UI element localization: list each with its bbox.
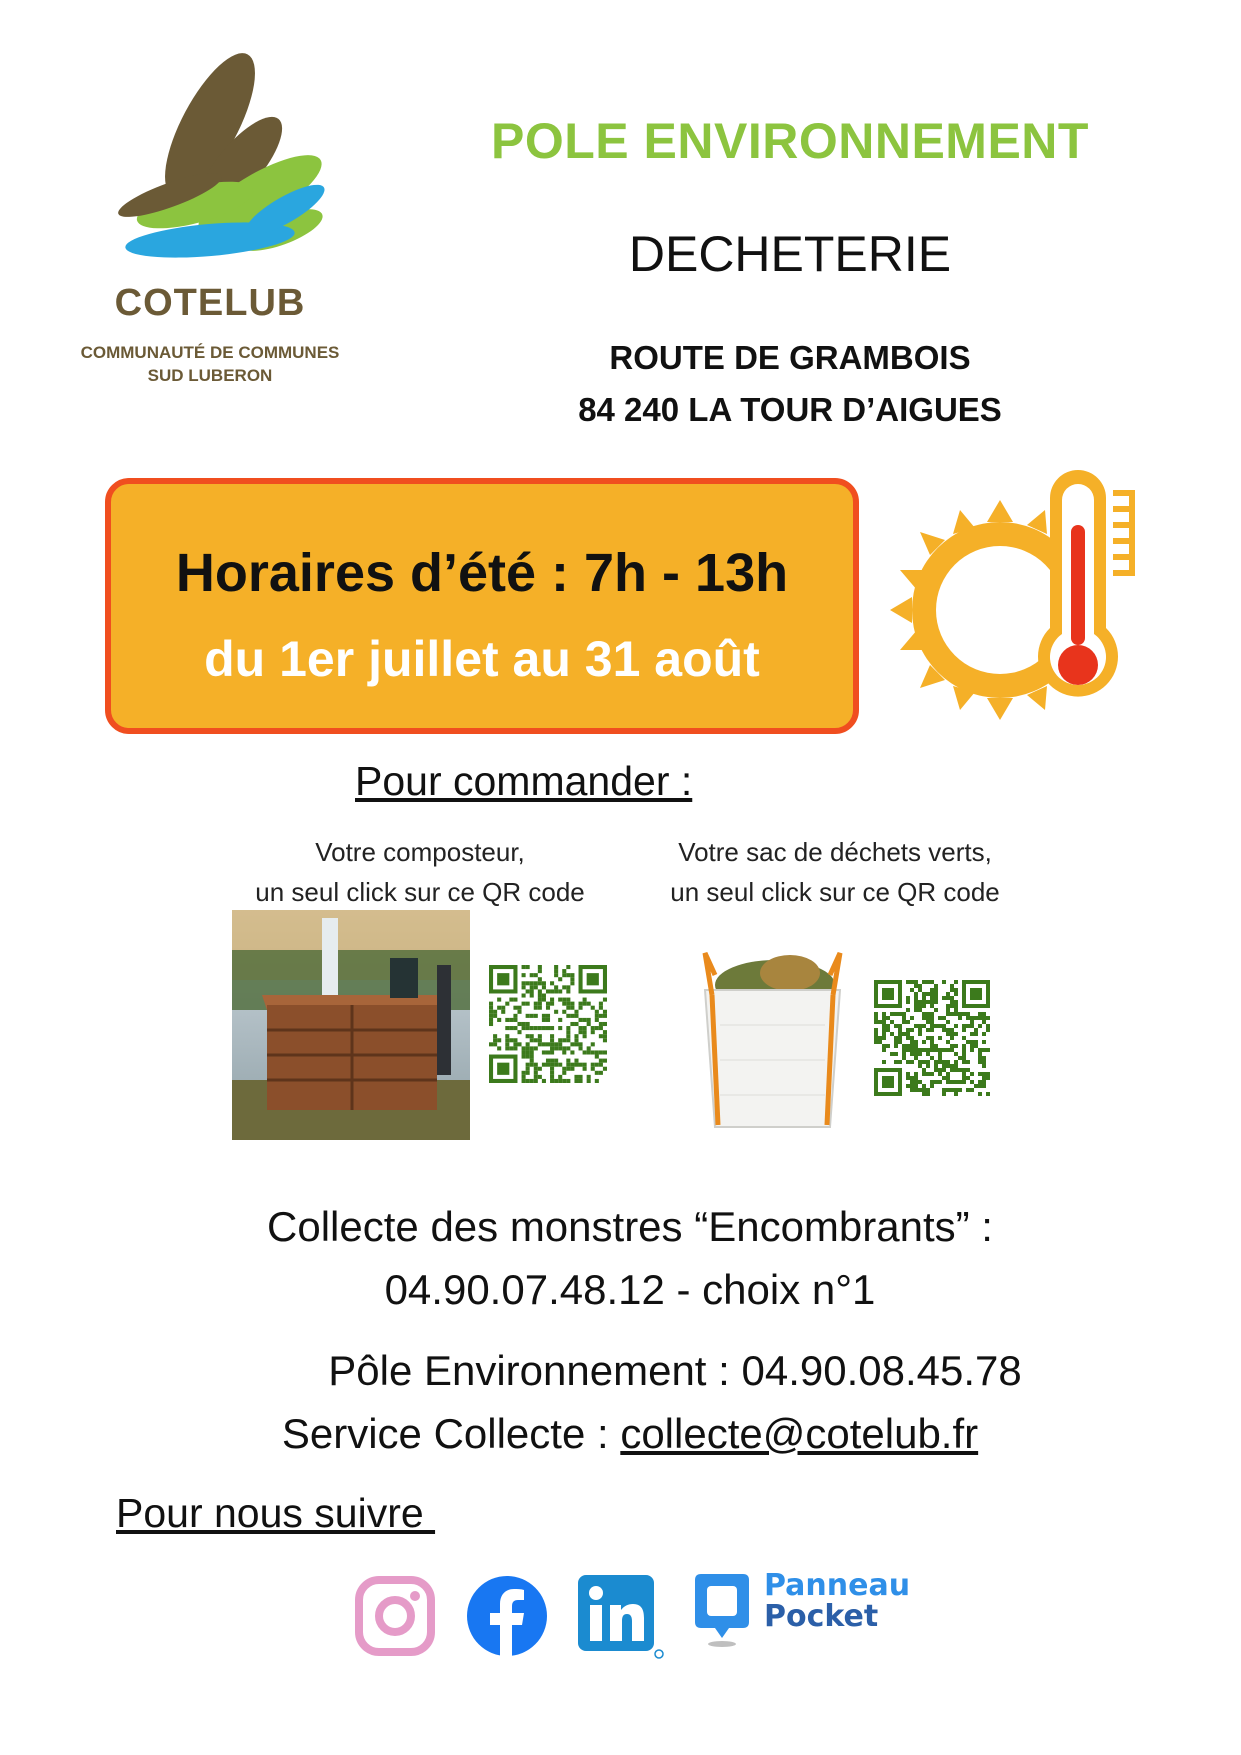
linkedin-icon[interactable] — [578, 1575, 664, 1659]
address-line2: 84 240 LA TOUR D’AIGUES — [578, 391, 1002, 428]
qr-code-sac[interactable] — [874, 980, 990, 1096]
follow-title: Pour nous suivre — [116, 1490, 436, 1536]
panneau-pocket-text[interactable] — [764, 1570, 910, 1632]
pole-title: POLE ENVIRONNEMENT — [491, 113, 1089, 169]
address — [440, 332, 1140, 436]
composteur-caption-line1: Votre composteur, — [315, 837, 525, 867]
panneau-pocket-line2: Pocket — [764, 1599, 879, 1634]
summer-dates: du 1er juillet au 31 août — [204, 631, 760, 687]
collecte-email-link[interactable]: collecte@cotelub.fr — [620, 1410, 979, 1457]
instagram-icon[interactable] — [355, 1576, 435, 1656]
brand-name: COTELUB — [114, 282, 306, 324]
sac-caption-line2: un seul click sur ce QR code — [670, 877, 1000, 907]
service-collecte-label: Service Collecte : — [281, 1410, 621, 1457]
brand-subtitle-line2: SUD LUBERON — [147, 366, 273, 385]
summer-hours: Horaires d’été : 7h - 13h — [175, 543, 789, 603]
green-waste-bag-photo — [690, 945, 855, 1135]
sun-thermometer-icon — [875, 470, 1145, 740]
facebook-icon[interactable] — [466, 1575, 548, 1657]
order-title: Pour commander : — [355, 758, 693, 804]
site-title: DECHETERIE — [628, 226, 952, 282]
brand-subtitle — [40, 341, 380, 387]
brand-subtitle-line1: COMMUNAUTÉ DE COMMUNES — [80, 343, 340, 362]
summer-hours-banner — [105, 478, 859, 734]
composteur-caption-line2: un seul click sur ce QR code — [255, 877, 585, 907]
qr-code-composteur[interactable] — [489, 965, 607, 1083]
cotelub-logo-mark — [60, 35, 360, 275]
encombrants-phone[interactable]: 04.90.07.48.12 - choix n°1 — [384, 1266, 876, 1313]
panneau-pocket-line1: Panneau — [764, 1568, 911, 1603]
encombrants-label: Collecte des monstres “Encombrants” : — [267, 1203, 993, 1250]
address-line1: ROUTE DE GRAMBOIS — [609, 339, 971, 376]
sac-caption — [645, 832, 1025, 912]
composteur-caption — [225, 832, 615, 912]
service-collecte — [200, 1410, 1060, 1458]
panneau-pocket-icon[interactable] — [693, 1572, 751, 1648]
composter-photo — [232, 910, 470, 1140]
sac-caption-line1: Votre sac de déchets verts, — [678, 837, 992, 867]
pole-phone[interactable]: Pôle Environnement : 04.90.08.45.78 — [328, 1347, 1022, 1394]
